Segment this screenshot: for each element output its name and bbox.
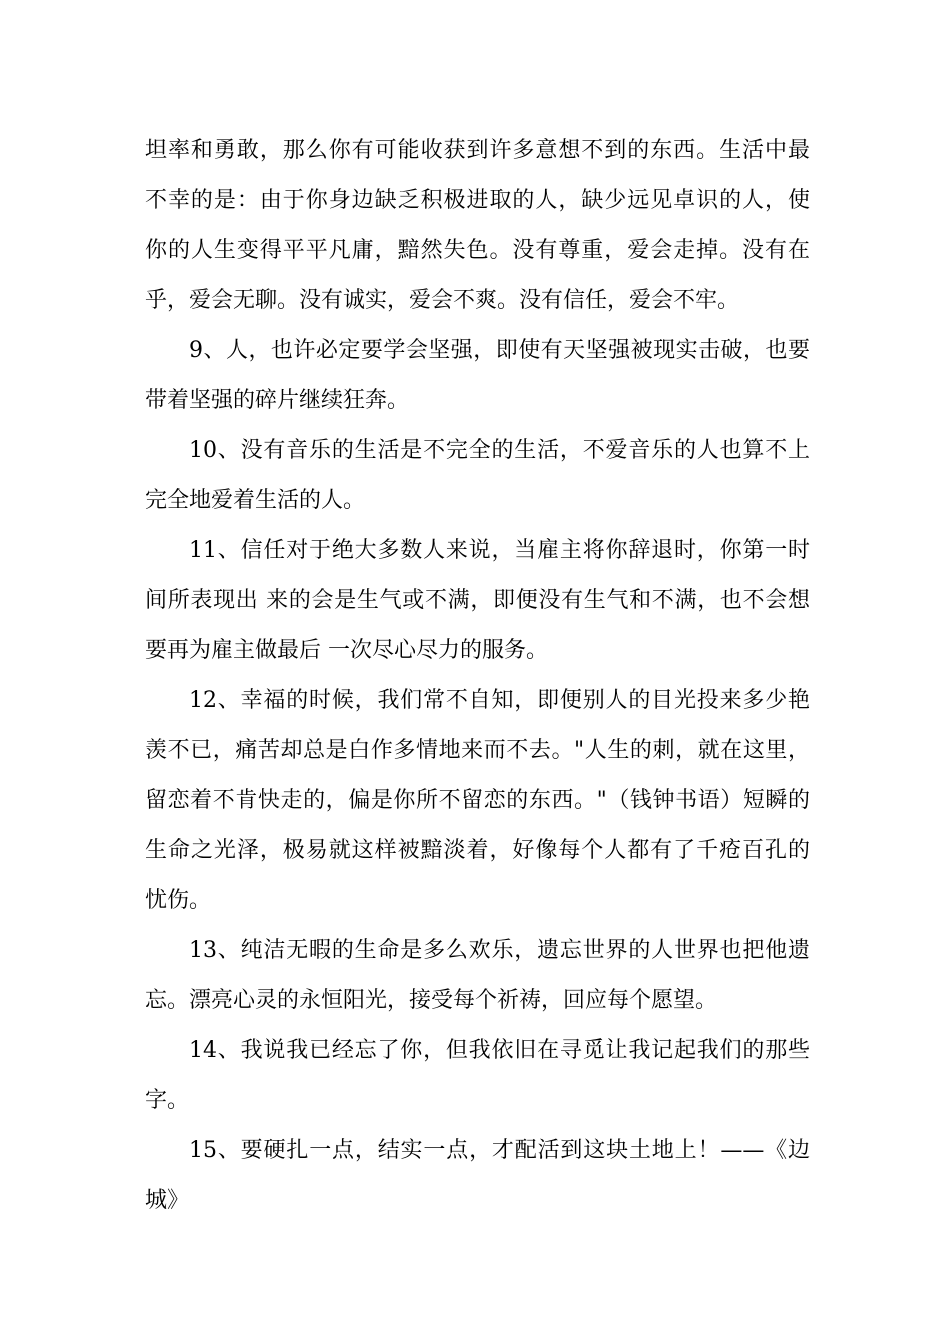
list-item-11-line: 要再为雇主做最后 一次尽心尽力的服务。 <box>145 638 548 663</box>
list-item-9-line: 带着坚强的碎片继续狂奔。 <box>145 388 410 413</box>
list-item-12-line: 忧伤。 <box>145 888 212 913</box>
list-item-13-line: 13、纯洁无暇的生命是多么欢乐，遗忘世界的人世界也把他遗 <box>189 938 810 963</box>
text-line: 坦率和勇敢，那么你有可能收获到许多意想不到的东西。生活中最 <box>145 138 810 163</box>
list-item-12-line: 留恋着不肯快走的，偏是你所不留恋的东西。"（钱钟书语）短瞬的 <box>145 788 810 813</box>
text-line: 不幸的是：由于你身边缺乏积极进取的人，缺少远见卓识的人，使 <box>145 188 810 213</box>
text-line: 乎，爱会无聊。没有诚实，爱会不爽。没有信任，爱会不牢。 <box>145 288 740 313</box>
list-item-11-line: 11、信任对于绝大多数人来说，当雇主将你辞退时，你第一时 <box>189 538 810 563</box>
list-item-14-line: 14、我说我已经忘了你，但我依旧在寻觅让我记起我们的那些 <box>189 1038 810 1063</box>
list-item-15-line: 15、要硬扎一点，结实一点，才配活到这块土地上！——《边 <box>189 1138 810 1163</box>
list-item-12-line: 12、幸福的时候，我们常不自知，即便别人的目光投来多少艳 <box>189 688 810 713</box>
list-item-12-line: 羡不已，痛苦却总是白作多情地来而不去。"人生的刺，就在这里， <box>145 738 810 763</box>
list-item-10-line: 10、没有音乐的生活是不完全的生活，不爱音乐的人也算不上 <box>189 438 810 463</box>
list-item-10-line: 完全地爱着生活的人。 <box>145 488 366 513</box>
list-item-14-line: 字。 <box>145 1088 190 1113</box>
list-item-15-line: 城》 <box>145 1188 190 1213</box>
list-item-9-line: 9、人，也许必定要学会坚强，即使有天坚强被现实击破，也要 <box>189 338 810 363</box>
list-item-13-line: 忘。漂亮心灵的永恒阳光，接受每个祈祷，回应每个愿望。 <box>145 988 718 1013</box>
text-line: 你的人生变得平平凡庸，黯然失色。没有尊重，爱会走掉。没有在 <box>145 238 810 263</box>
list-item-11-line: 间所表现出 来的会是生气或不满，即便没有生气和不满，也不会想 <box>145 588 810 613</box>
list-item-12-line: 生命之光泽，极易就这样被黯淡着，好像每个人都有了千疮百孔的 <box>145 838 810 863</box>
